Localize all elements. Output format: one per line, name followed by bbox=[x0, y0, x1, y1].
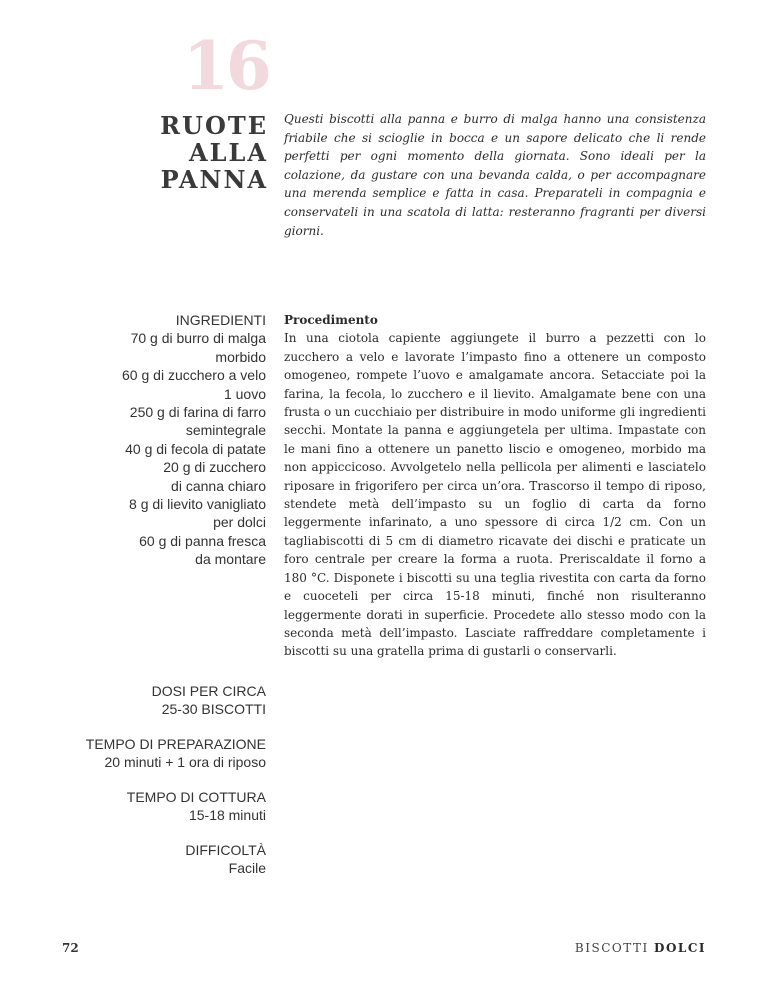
page-number: 72 bbox=[62, 941, 79, 955]
ingredient-line: 20 g di zucchero bbox=[163, 459, 266, 476]
ingredients-list bbox=[46, 311, 266, 569]
doses-label: DOSI PER CIRCA bbox=[151, 683, 266, 699]
section-running-head bbox=[575, 941, 706, 955]
ingredient-line: 250 g di farina di farro bbox=[129, 404, 266, 421]
ingredient-line: 40 g di fecola di patate bbox=[125, 440, 266, 457]
cook-time-value: 15-18 minuti bbox=[188, 807, 266, 823]
recipe-title-line: RUOTE bbox=[160, 111, 268, 140]
ingredient-line: morbido bbox=[215, 348, 266, 365]
prep-time-label: TEMPO DI PREPARAZIONE bbox=[85, 736, 266, 752]
ingredient-line: 60 g di panna fresca bbox=[139, 532, 266, 549]
prep-time-value: 20 minuti + 1 ora di riposo bbox=[104, 754, 266, 770]
recipe-number: 16 bbox=[183, 27, 269, 105]
procedure-text: In una ciotola capiente aggiungete il burro a pezzetti con lo zucchero a velo e lavorate l’impasto fino a ottenere un composto omogeneo, rompete l’uovo e amalgamate ancora. Setacciate poi la farina, la fecola, lo zucchero e il lievito. Amalgamate bene con una frusta o un cucchiaio per distribuire in modo uniforme gli ingredienti secchi. Montate la panna e aggiungetela per ultima. Impastate con le mani fino a ottenere un panetto liscio e omogeneo, morbido ma non appiccicoso. Avvolgetelo nella pellicola per alimenti e lasciatelo riposare in frigorifero per circa un’ora. Trascorso il tempo di riposo, stendete metà dell’impasto su un foglio di carta da forno leggermente infarinato, a uno spessore di circa 1/2 cm. Con un tagliabiscotti di 5 cm di diametro ricavate dei dischi e praticate un foro centrale per creare la forma a ruota. Preriscaldate il forno a 180 °C. Disponete i biscotti su una teglia rivestita con carta da forno e cuoceteli per circa 15-18 minuti, finché non risulteranno leggermente dorati in superficie. Procedete allo stesso modo con la seconda metà dell’impasto. Lasciate raffreddare completamente i biscotti su una gratella prima di gustarli o conservarli. bbox=[284, 331, 706, 659]
ingredients-heading: INGREDIENTI bbox=[175, 312, 266, 328]
ingredient-line: semintegrale bbox=[185, 422, 266, 439]
ingredient-line: di canna chiaro bbox=[171, 477, 266, 494]
cook-time-block bbox=[26, 788, 266, 824]
recipe-title bbox=[68, 112, 268, 193]
recipe-info bbox=[26, 682, 266, 894]
ingredient-line: 70 g di burro di malga bbox=[130, 330, 266, 347]
recipe-title-line: ALLA bbox=[189, 138, 268, 167]
doses-block bbox=[26, 682, 266, 718]
difficulty-block bbox=[26, 841, 266, 877]
cook-time-label: TEMPO DI COTTURA bbox=[126, 789, 266, 805]
doses-value: 25-30 BISCOTTI bbox=[161, 701, 266, 717]
difficulty-label: DIFFICOLTÀ bbox=[185, 842, 266, 858]
procedure-heading: Procedimento bbox=[284, 313, 378, 327]
procedure-section bbox=[284, 311, 706, 661]
ingredient-line: 1 uovo bbox=[223, 385, 266, 402]
section-category: BISCOTTI bbox=[574, 941, 649, 955]
recipe-intro: Questi biscotti alla panna e burro di malga hanno una consistenza friabile che si scioglie in bocca e un sapore delicato che li rende perfetti per ogni momento della giornata. Sono ideali per la colazione, da gustare con una bevanda calda, o per accompagnare una merenda semplice e fatta in casa. Preparateli in compagnia e conservateli in una scatola di latta: resteranno fragranti per diversi giorni. bbox=[284, 112, 706, 238]
difficulty-value: Facile bbox=[228, 860, 266, 876]
ingredient-line: 8 g di lievito vanigliato bbox=[129, 496, 266, 513]
prep-time-block bbox=[26, 735, 266, 771]
ingredient-line: 60 g di zucchero a velo bbox=[122, 367, 266, 384]
ingredient-line: da montare bbox=[195, 551, 266, 568]
ingredient-line: per dolci bbox=[213, 514, 266, 531]
recipe-title-line: PANNA bbox=[160, 165, 268, 194]
section-subcategory: DOLCI bbox=[654, 941, 706, 955]
